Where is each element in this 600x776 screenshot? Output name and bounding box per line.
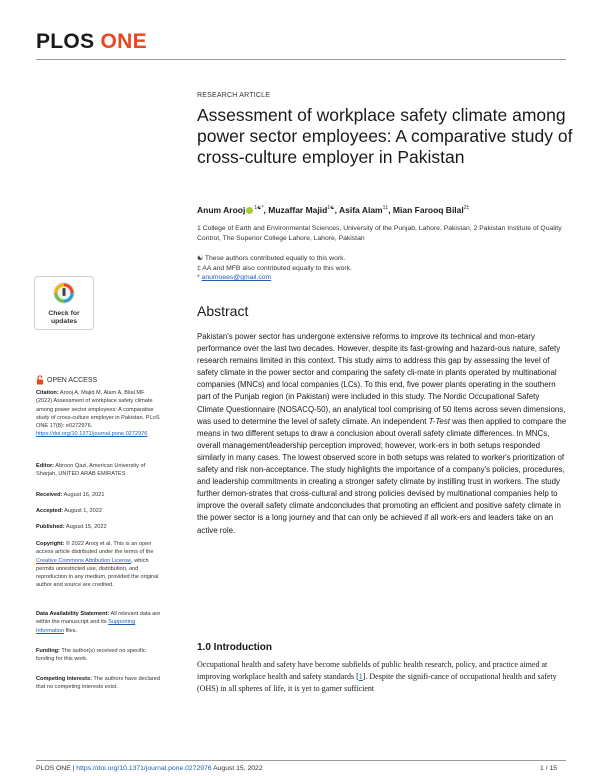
logo-one: ONE	[100, 30, 147, 53]
author-name[interactable]: Muzaffar Majid	[268, 205, 328, 215]
open-lock-icon	[36, 375, 44, 385]
received-block	[36, 491, 162, 499]
abstract-heading: Abstract	[197, 303, 249, 319]
corresponding-email: * anumoees@gmail.com	[197, 274, 272, 281]
check-for-updates-badge[interactable]	[34, 276, 94, 330]
funding-block	[36, 647, 162, 664]
received-label: Received:	[36, 492, 63, 498]
license-link[interactable]: Creative Commons Attribution License	[36, 557, 132, 564]
badge-line2: updates	[50, 317, 78, 325]
author-name[interactable]: Mian Farooq Bilal	[392, 205, 464, 215]
published-block	[36, 523, 162, 531]
orcid-icon[interactable]	[246, 207, 253, 214]
accepted-date: August 1, 2022	[63, 508, 102, 514]
copyright-text: © 2022 Arooj et al. This is an open access article distributed under the terms of the	[36, 541, 154, 556]
funding-text: The author(s) received no specific funding for this work.	[36, 648, 146, 663]
page-number: 1 / 15	[540, 765, 558, 772]
author-list: Anum Arooj $^{1☯*}$, Muzaffar Majid$^{1☯}$, Asifa Alam$^{1\ddagger}$, Mian Farooq Bilal$^{2\ddagger}$	[197, 205, 470, 215]
citation-block	[36, 389, 162, 439]
reference-link[interactable]: 1	[358, 672, 363, 682]
open-access-text: OPEN ACCESS	[47, 376, 98, 384]
footer-divider	[36, 760, 566, 761]
data-availability-label: Data Availability Statement:	[36, 611, 110, 617]
author-note: ☯ These authors contributed equally to this work.	[197, 255, 346, 262]
published-date: August 15, 2022	[64, 524, 107, 530]
badge-line1: Check for	[48, 310, 80, 317]
footer-doi-link[interactable]: https://doi.org/10.1371/journal.pone.0272976	[76, 765, 212, 772]
author-superscript: 1☯	[327, 205, 335, 212]
author-superscript: 1☯*	[254, 205, 264, 212]
email-link[interactable]: anumoees@gmail.com	[201, 274, 272, 281]
citation-doi-link[interactable]: https://doi.org/10.1371/journal.pone.0272976	[36, 431, 148, 438]
copyright-label: Copyright:	[36, 541, 65, 547]
author-name[interactable]: Anum Arooj	[197, 205, 246, 215]
author-note: ‡ AA and MFB also contributed equally to this work.	[197, 264, 352, 272]
competing-interests-block	[36, 675, 162, 692]
check-for-updates-icon	[53, 282, 75, 304]
footer-citation: PLOS ONE | https://doi.org/10.1371/journal.pone.0272976 August 15, 2022	[36, 765, 263, 772]
citation-text: Arooj A, Majid M, Alam A, Bilal MF (2022) Assessment of workplace safety climate among power sector employees: A comparative study of cross-culture employer in Pakistan. PLoS ONE 17(8): e0272976.	[36, 390, 160, 430]
introduction-heading: 1.0 Introduction	[197, 642, 272, 653]
article-type: RESEARCH ARTICLE	[197, 92, 271, 99]
competing-interests-text: The authors have declared that no competing interests exist.	[36, 676, 160, 691]
data-availability-text: All relevant data are within the manuscript and its	[36, 611, 161, 626]
editor-text: Abroon Qazi, American University of Sharjah, UNITED ARAB EMIRATES	[36, 463, 146, 478]
data-availability-block	[36, 610, 162, 635]
accepted-block	[36, 507, 162, 515]
open-access-label	[36, 375, 97, 385]
accepted-label: Accepted:	[36, 508, 64, 514]
competing-interests-label: Competing interests:	[36, 676, 92, 682]
author-superscript: 1‡	[382, 205, 389, 212]
received-date: August 16, 2021	[62, 492, 105, 498]
abstract-body: Pakistan's power sector has undergone extensive reforms to improve its technical and mon-etary performance over the last two decades. However, despite its fast-growing and hazard-ous nature, safety research remains limited in this context. This study aims to address this gap by assessing the level of safety climate in the power sector and comparing the safety cli-mate in plants operated by multinational companies (MNCs) and local companies (LCs). To this end, five power plants operating in the southern part of the Punjab region (in Pakistan) were included in this study. The Nordic Occupational Safety Climate Questionnaire (NOSACQ-50), an analytical tool comprising of 50 items across seven dimensions, was used to determine the level of safety climate. An independent T-Test was then applied to compare the means in two different setups to draw a conclusion about overall safety climate differences. In MNCs, overall management/leadership perception improved; however, work-ers in both setups responded similarly in many cases. The lowest observed score in both setups was related to worker's prioritization of safety and risk non-acceptance. The study highlights the importance of a company's policies, procedures, and leadership commitments in creating a stronger safety climate by instilling trust in workers. The study further demon-strates that cross-cultural and strong policies devised by multinational companies help to improve the overall safety climate andconcludes that promoting an efficient and positive safety climate in the power sector is a long journey and that can only be achieved if all work-ers and leaders take on an active role.	[197, 332, 567, 535]
logo-plos: PLOS	[36, 30, 95, 53]
editor-block	[36, 462, 162, 479]
data-availability-text-end: files.	[63, 627, 78, 634]
affiliations: 1 College of Earth and Environmental Sciences, University of the Punjab, Lahore, Pakistan, 2 Pakistan Institute of Quality Control, The Superior College Lahore, Lahore, Pakistan	[197, 225, 562, 242]
author-name[interactable]: Asifa Alam	[339, 205, 383, 215]
introduction-body: Occupational health and safety have become subfields of public health research, policy, and practice aimed at improving workplace health and safety standards [1]. Despite the signifi-cance of occupational health and safety (OHS) in all spheres of life, it is yet to garner sufficient	[197, 660, 557, 694]
funding-label: Funding:	[36, 648, 60, 654]
copyright-block	[36, 540, 162, 590]
supporting-information-link[interactable]: Supporting Information	[36, 619, 136, 634]
author-superscript: 2‡	[463, 205, 470, 212]
published-label: Published:	[36, 524, 65, 530]
article-title: Assessment of workplace safety climate among power sector employees: A comparative study of cross-culture employer in Pakistan	[197, 105, 573, 167]
copyright-text-end: , which permits unrestricted use, distribution, and reproduction in any medium, provided the original author and source are credited.	[36, 557, 159, 589]
header-divider	[36, 59, 566, 60]
citation-label: Citation:	[36, 390, 59, 396]
journal-logo[interactable]	[36, 30, 147, 54]
author-notes	[197, 254, 567, 283]
editor-label: Editor:	[36, 463, 55, 469]
